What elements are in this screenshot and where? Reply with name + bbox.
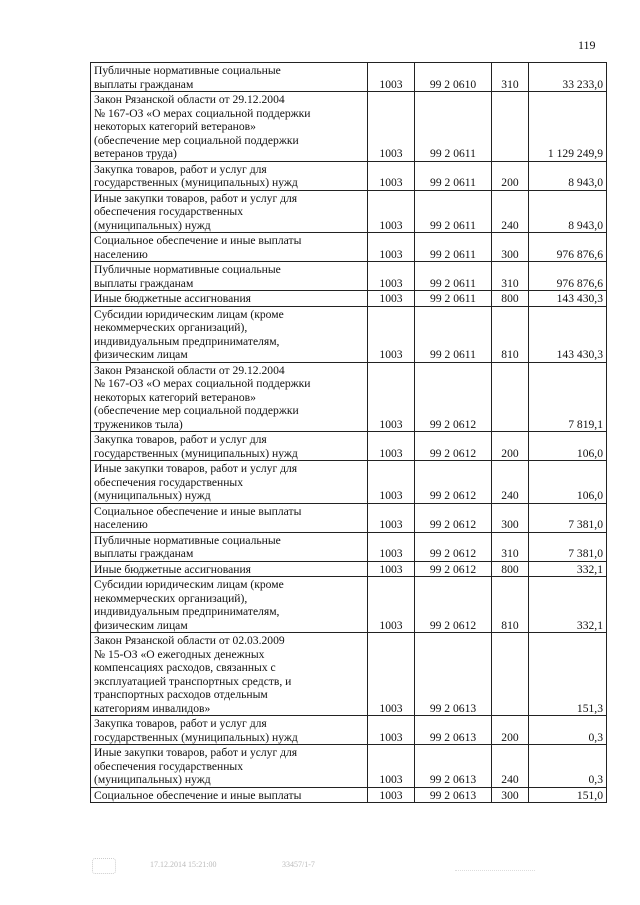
row-amount: 8 943,0 (529, 161, 607, 190)
table-row (91, 787, 607, 803)
row-name: Социальное обеспечение и иные выплаты населению (91, 503, 368, 532)
table-row (91, 291, 607, 307)
table-row (91, 577, 607, 633)
row-section: 1003 (368, 561, 415, 577)
row-target: 99 2 0612 (415, 561, 492, 577)
row-type: 800 (492, 291, 529, 307)
row-section: 1003 (368, 291, 415, 307)
row-name: Публичные нормативные социальные выплаты гражданам (91, 532, 368, 561)
row-section: 1003 (368, 92, 415, 162)
row-name: Закупка товаров, работ и услуг для государственных (муниципальных) нужд (91, 716, 368, 745)
row-name: Социальное обеспечение и иные выплаты населению (91, 233, 368, 262)
footer-stamp (455, 860, 535, 871)
table-row (91, 633, 607, 716)
row-name: Закон Рязанской области от 29.12.2004 № 167-ОЗ «О мерах социальной поддержки некоторых категорий ветеранов» (обеспечение мер социальной поддержки тружеников тыла) (91, 362, 368, 432)
table-row (91, 161, 607, 190)
row-type: 310 (492, 262, 529, 291)
row-amount: 332,1 (529, 561, 607, 577)
row-name: Закупка товаров, работ и услуг для государственных (муниципальных) нужд (91, 432, 368, 461)
table-row (91, 362, 607, 432)
row-target: 99 2 0612 (415, 362, 492, 432)
row-target: 99 2 0613 (415, 716, 492, 745)
row-type: 200 (492, 716, 529, 745)
row-amount: 0,3 (529, 716, 607, 745)
row-target: 99 2 0611 (415, 262, 492, 291)
row-amount: 976 876,6 (529, 233, 607, 262)
row-target: 99 2 0613 (415, 633, 492, 716)
table-row (91, 532, 607, 561)
row-target: 99 2 0612 (415, 503, 492, 532)
row-target: 99 2 0613 (415, 745, 492, 788)
row-name: Закон Рязанской области от 29.12.2004 № 167-ОЗ «О мерах социальной поддержки некоторых категорий ветеранов» (обеспечение мер социальной поддержки ветеранов труда) (91, 92, 368, 162)
footer-date: 17.12.2014 15:21:00 (150, 860, 217, 869)
row-name: Публичные нормативные социальные выплаты гражданам (91, 63, 368, 92)
row-target: 99 2 0611 (415, 233, 492, 262)
row-section: 1003 (368, 161, 415, 190)
row-name: Закон Рязанской области от 02.03.2009 № 15-ОЗ «О ежегодных денежных компенсациях расходов, связанных с эксплуатацией транспортных средств, и транспортных расходов отдельным категориям инвалидов» (91, 633, 368, 716)
row-amount: 33 233,0 (529, 63, 607, 92)
row-section: 1003 (368, 306, 415, 362)
row-name: Закупка товаров, работ и услуг для государственных (муниципальных) нужд (91, 161, 368, 190)
table-row (91, 233, 607, 262)
row-section: 1003 (368, 432, 415, 461)
row-target: 99 2 0611 (415, 92, 492, 162)
table-row (91, 716, 607, 745)
row-target: 99 2 0612 (415, 532, 492, 561)
row-section: 1003 (368, 362, 415, 432)
row-name: Публичные нормативные социальные выплаты гражданам (91, 262, 368, 291)
row-type: 240 (492, 461, 529, 504)
row-type (492, 633, 529, 716)
row-type: 240 (492, 190, 529, 233)
row-section: 1003 (368, 577, 415, 633)
row-section: 1003 (368, 716, 415, 745)
row-type: 300 (492, 233, 529, 262)
row-type: 300 (492, 503, 529, 532)
row-amount: 7 381,0 (529, 503, 607, 532)
table-row (91, 561, 607, 577)
row-amount: 151,0 (529, 787, 607, 803)
row-name: Иные бюджетные ассигнования (91, 291, 368, 307)
row-amount: 143 430,3 (529, 306, 607, 362)
row-target: 99 2 0612 (415, 461, 492, 504)
row-target: 99 2 0613 (415, 787, 492, 803)
table-row (91, 432, 607, 461)
footer-code: 33457/1-7 (282, 860, 315, 869)
row-amount: 143 430,3 (529, 291, 607, 307)
row-amount: 1 129 249,9 (529, 92, 607, 162)
table-row (91, 63, 607, 92)
table-row (91, 262, 607, 291)
row-name: Иные закупки товаров, работ и услуг для обеспечения государственных (муниципальных) нужд (91, 461, 368, 504)
row-section: 1003 (368, 503, 415, 532)
row-section: 1003 (368, 233, 415, 262)
scan-mark-icon (92, 858, 116, 874)
row-type: 300 (492, 787, 529, 803)
row-amount: 7 381,0 (529, 532, 607, 561)
row-amount: 8 943,0 (529, 190, 607, 233)
row-type (492, 92, 529, 162)
row-section: 1003 (368, 262, 415, 291)
row-type: 200 (492, 432, 529, 461)
row-target: 99 2 0611 (415, 291, 492, 307)
row-name: Субсидии юридическим лицам (кроме некоммерческих организаций), индивидуальным предпринимателям, физическим лицам (91, 577, 368, 633)
row-name: Иные бюджетные ассигнования (91, 561, 368, 577)
row-type: 810 (492, 306, 529, 362)
row-type: 800 (492, 561, 529, 577)
row-section: 1003 (368, 532, 415, 561)
row-target: 99 2 0610 (415, 63, 492, 92)
row-type: 240 (492, 745, 529, 788)
row-target: 99 2 0612 (415, 432, 492, 461)
row-target: 99 2 0611 (415, 190, 492, 233)
row-section: 1003 (368, 63, 415, 92)
row-amount: 106,0 (529, 432, 607, 461)
row-type: 310 (492, 532, 529, 561)
row-section: 1003 (368, 787, 415, 803)
row-type: 200 (492, 161, 529, 190)
row-section: 1003 (368, 633, 415, 716)
budget-table-body (91, 63, 607, 803)
page-number: 119 (578, 38, 596, 52)
row-target: 99 2 0612 (415, 577, 492, 633)
row-section: 1003 (368, 745, 415, 788)
row-target: 99 2 0611 (415, 306, 492, 362)
table-row (91, 190, 607, 233)
table-row (91, 745, 607, 788)
table-row (91, 306, 607, 362)
row-section: 1003 (368, 461, 415, 504)
row-amount: 106,0 (529, 461, 607, 504)
table-row (91, 503, 607, 532)
row-amount: 332,1 (529, 577, 607, 633)
table-row (91, 92, 607, 162)
row-name: Иные закупки товаров, работ и услуг для обеспечения государственных (муниципальных) нужд (91, 190, 368, 233)
page-footer (0, 858, 640, 874)
row-section: 1003 (368, 190, 415, 233)
row-type: 310 (492, 63, 529, 92)
budget-table (90, 62, 607, 803)
row-amount: 7 819,1 (529, 362, 607, 432)
row-name: Социальное обеспечение и иные выплаты (91, 787, 368, 803)
row-target: 99 2 0611 (415, 161, 492, 190)
row-name: Иные закупки товаров, работ и услуг для обеспечения государственных (муниципальных) нужд (91, 745, 368, 788)
row-amount: 151,3 (529, 633, 607, 716)
row-amount: 0,3 (529, 745, 607, 788)
row-name: Субсидии юридическим лицам (кроме некоммерческих организаций), индивидуальным предпринимателям, физическим лицам (91, 306, 368, 362)
row-type: 810 (492, 577, 529, 633)
row-amount: 976 876,6 (529, 262, 607, 291)
row-type (492, 362, 529, 432)
table-row (91, 461, 607, 504)
